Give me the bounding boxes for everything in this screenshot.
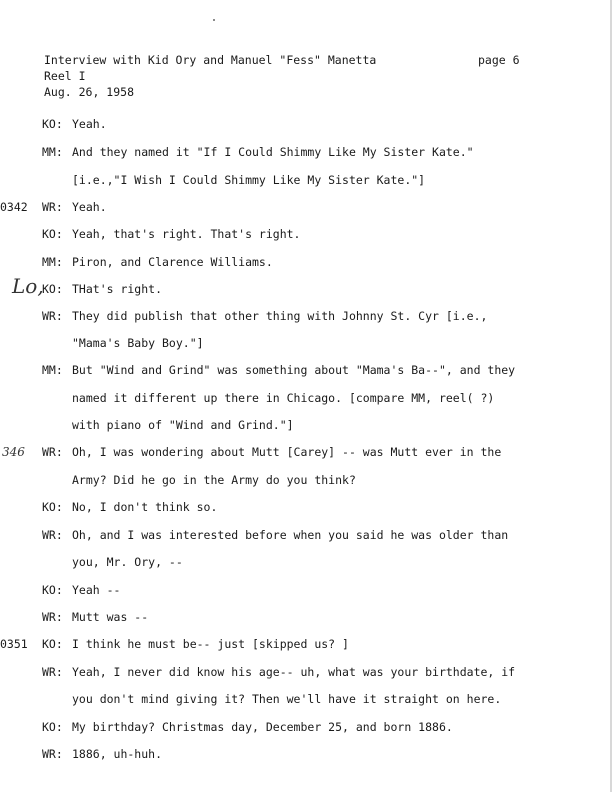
speaker-label: MM: [42, 363, 63, 377]
transcript-line: Yeah -- [72, 583, 121, 597]
transcript-line: [i.e.,"I Wish I Could Shimmy Like My Sister Kate."] [72, 173, 426, 187]
speaker-label: WR: [42, 665, 63, 679]
speaker-label: MM: [42, 145, 63, 159]
reel-label: Reel I [44, 69, 86, 83]
speaker-label: KO: [42, 282, 63, 296]
speaker-label: KO: [42, 500, 63, 514]
transcript-line: "Mama's Baby Boy."] [72, 336, 204, 350]
timecode-margin: 0342 [0, 200, 28, 214]
interview-title: Interview with Kid Ory and Manuel "Fess" Manetta [44, 53, 377, 67]
transcript-line: named it different up there in Chicago. [compare MM, reel( ?) [72, 391, 495, 405]
transcript-line: And they named it "If I Could Shimmy Like My Sister Kate." [72, 145, 474, 159]
transcript-line: Mutt was -- [72, 610, 149, 624]
transcript-line: Yeah. [72, 117, 107, 131]
transcript-line: THat's right. [72, 282, 163, 296]
transcript-line: Oh, and I was interested before when you said he was older than [72, 528, 509, 542]
page-number: page 6 [478, 53, 520, 67]
transcript-line: My birthday? Christmas day, December 25, and born 1886. [72, 720, 453, 734]
interview-date: Aug. 26, 1958 [44, 85, 135, 99]
speaker-label: KO: [42, 227, 63, 241]
speaker-label: KO: [42, 720, 63, 734]
transcript-line: Yeah. [72, 200, 107, 214]
transcript-line: with piano of "Wind and Grind."] [72, 418, 294, 432]
speaker-label: WR: [42, 200, 63, 214]
timecode-margin: 0351 [0, 637, 28, 651]
speaker-label: WR: [42, 747, 63, 761]
speaker-label: WR: [42, 528, 63, 542]
transcript-line: 1886, uh-huh. [72, 747, 163, 761]
speaker-label: WR: [42, 309, 63, 323]
transcript-line: I think he must be-- just [skipped us? ] [72, 637, 349, 651]
transcript-line: Piron, and Clarence Williams. [72, 255, 273, 269]
transcript-line: No, I don't think so. [72, 500, 218, 514]
handwritten-margin-note: 346 [2, 445, 25, 459]
speaker-label: WR: [42, 445, 63, 459]
transcript-line: Yeah, I never did know his age-- uh, what was your birthdate, if [72, 665, 516, 679]
transcript-line: you don't mind giving it? Then we'll have it straight on here. [72, 692, 502, 706]
speaker-label: KO: [42, 117, 63, 131]
speaker-label: WR: [42, 610, 63, 624]
transcript-line: Oh, I was wondering about Mutt [Carey] -- was Mutt ever in the [72, 445, 502, 459]
transcript-line: you, Mr. Ory, -- [72, 555, 183, 569]
speaker-label: MM: [42, 255, 63, 269]
transcript-line: They did publish that other thing with Johnny St. Cyr [i.e., [72, 309, 488, 323]
speaker-label: KO: [42, 583, 63, 597]
transcript-line: Yeah, that's right. That's right. [72, 227, 301, 241]
handwritten-margin-note: Lo, [12, 274, 44, 298]
transcript-line: Army? Did he go in the Army do you think? [72, 473, 356, 487]
transcript-line: But "Wind and Grind" was something about "Mama's Ba--", and they [72, 363, 516, 377]
speaker-label: KO: [42, 637, 63, 651]
